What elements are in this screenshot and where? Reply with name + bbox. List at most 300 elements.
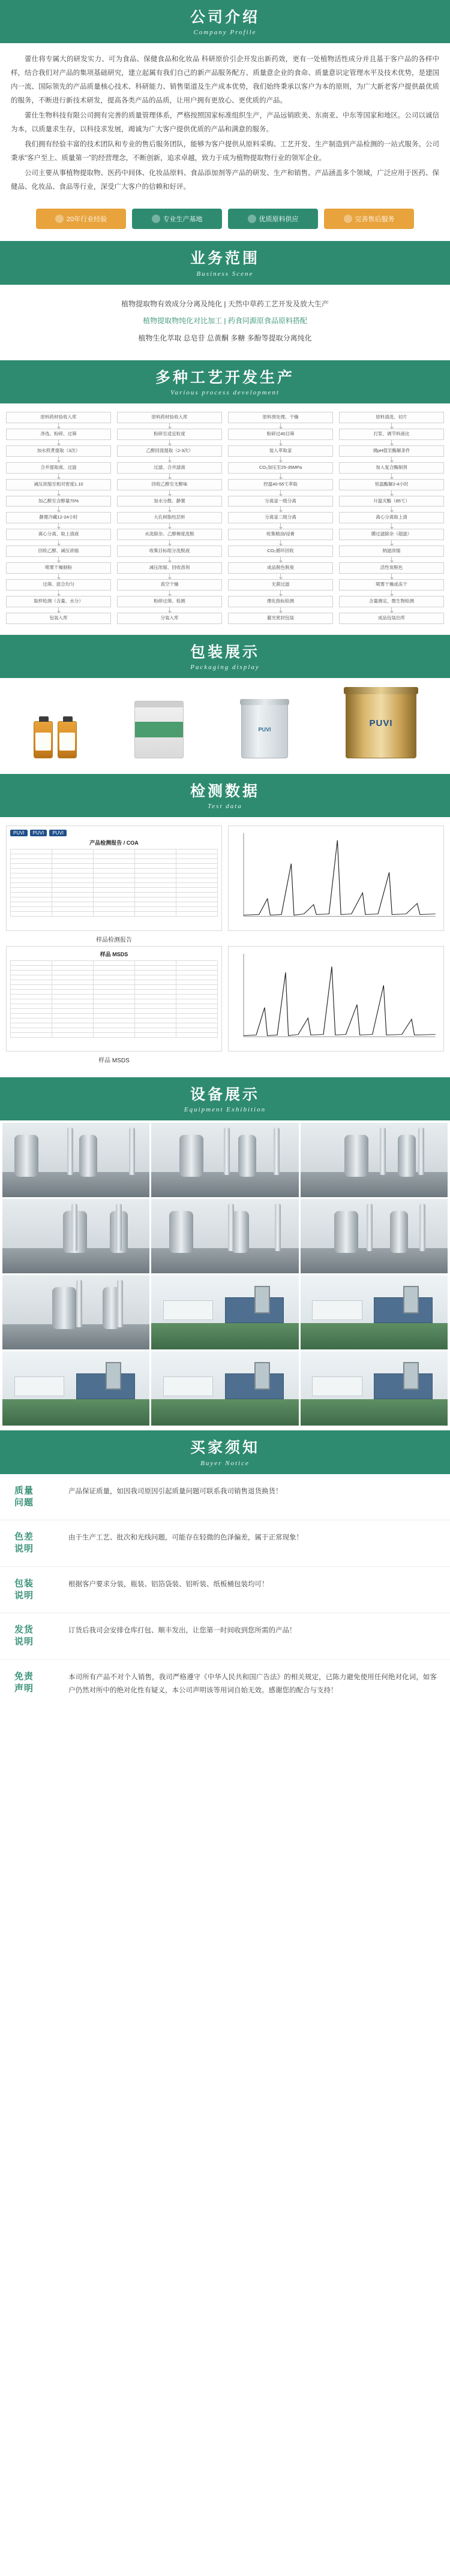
flow-arrow-icon (391, 523, 392, 529)
section-title-en: Company Profile (193, 29, 257, 37)
flow-arrow-icon (280, 523, 281, 529)
company-profile-text (0, 43, 450, 206)
process-flow-node: 分装入库 (117, 613, 222, 624)
table-cell (11, 985, 52, 990)
table-cell (11, 995, 52, 999)
lab-door (254, 1286, 270, 1313)
table-cell (11, 902, 52, 907)
table-row (11, 907, 218, 912)
brand-logo: PUVI (10, 830, 28, 836)
section-title-cn: 多种工艺开发生产 (155, 369, 295, 386)
process-flow-node: 收集目标组分洗脱液 (117, 546, 222, 557)
table-cell (94, 995, 135, 999)
section-header-scope (0, 241, 450, 284)
flow-arrow-icon (391, 490, 392, 496)
photo-floor (151, 1172, 298, 1197)
flow-arrow-icon (58, 540, 59, 546)
table-cell (176, 966, 218, 971)
table-row (11, 1019, 218, 1023)
process-flow-node: 合并提取液、过滤 (6, 462, 111, 474)
table-cell (52, 849, 94, 854)
process-flow-node: 粉碎过筛、检测 (117, 596, 222, 607)
table-cell (176, 971, 218, 975)
table-cell (11, 1009, 52, 1014)
table-row (11, 849, 218, 854)
flow-arrow-icon (58, 523, 59, 529)
profile-paragraph: 我们拥有经验丰富的技术团队和专业的售后服务团队，能够为客户提供从原料采购、工艺开发、生产制造到产品检测的一站式服务。公司秉承“客户至上、质量第一”的经营理念，不断创新，追求卓越，致力于成为植物提取物行业的领军企业。 (11, 141, 439, 162)
table-row (11, 893, 218, 897)
process-flow-node: 原料药材验收入库 (117, 412, 222, 423)
process-flow-node: 包装入库 (6, 613, 111, 624)
equipment-photo-pipeline-workshop[interactable] (151, 1123, 298, 1197)
table-row (11, 859, 218, 864)
table-cell (176, 1004, 218, 1009)
flow-arrow-icon (280, 490, 281, 496)
equipment-photo-clean-corridor[interactable] (151, 1351, 298, 1426)
feature-tag-base[interactable] (132, 209, 222, 229)
table-cell (11, 869, 52, 873)
flow-arrow-icon (58, 490, 59, 496)
table-cell (52, 907, 94, 912)
flow-arrow-icon (280, 474, 281, 479)
profile-paragraph: 蕾仕生物科技有限公司拥有完善的质量管理体系，严格按照国家标准组织生产，产品远销欧美、东南亚、中东等国家和地区。公司以诚信为本，以质量求生存，以科技求发展，竭诚为广大客户提供优质的产品和满意的服务。 (11, 112, 439, 134)
coa-logo-row (10, 830, 218, 836)
photo-floor (151, 1323, 298, 1350)
table-cell (94, 985, 135, 990)
table-cell (52, 897, 94, 902)
table-cell (176, 902, 218, 907)
table-cell (52, 980, 94, 985)
table-cell (11, 975, 52, 980)
notice-row-packaging (0, 1567, 450, 1614)
flow-arrow-icon (169, 474, 170, 479)
section-header-company (0, 0, 450, 43)
section-title-en: Various process development (170, 389, 280, 397)
table-cell (135, 971, 176, 975)
process-flow-node: 加水煎煮提取（3次） (6, 445, 111, 457)
section-header-notice (0, 1430, 450, 1474)
coa-table (10, 849, 218, 917)
process-flow-node: 分离釜二级分离 (228, 512, 333, 523)
process-flow-chart (0, 403, 450, 634)
lab-door (403, 1362, 419, 1390)
flow-arrow-icon (58, 474, 59, 479)
table-row (11, 1004, 218, 1009)
table-cell (11, 1004, 52, 1009)
table-cell (176, 878, 218, 883)
table-row (11, 1033, 218, 1038)
table-cell (11, 849, 52, 854)
process-flow-node: 收集精油/浸膏 (228, 529, 333, 540)
process-flow-node: 原料预处理、干燥 (228, 412, 333, 423)
table-cell (94, 869, 135, 873)
process-flow-node: 加乙醇至含醇量70% (6, 496, 111, 507)
table-row (11, 854, 218, 859)
table-row (11, 873, 218, 878)
flow-arrow-icon (391, 423, 392, 429)
table-cell (135, 1009, 176, 1014)
equipment-pipe (419, 1204, 425, 1251)
process-flow-node: 含量测定、微生物检测 (339, 596, 444, 607)
fiber-drum (346, 691, 416, 758)
equipment-photo-qc-laboratory[interactable] (151, 1275, 298, 1349)
photo-floor (2, 1399, 149, 1426)
table-cell (176, 990, 218, 995)
section-title-en: Buyer Notice (200, 1459, 250, 1467)
process-flow-node: 粉碎过40目筛 (228, 429, 333, 440)
table-cell (11, 883, 52, 888)
equipment-photo-extraction-tank-area[interactable] (2, 1123, 149, 1197)
process-flow-node: 加入复合酶制剂 (339, 462, 444, 474)
equipment-photo-storage-tank-row[interactable] (301, 1123, 448, 1197)
photo-wall (301, 1199, 448, 1248)
table-cell (11, 907, 52, 912)
table-cell (94, 999, 135, 1004)
section-title-cn: 检测数据 (190, 782, 260, 800)
equipment-tank (334, 1211, 358, 1252)
process-flow-node: 粉碎至适宜粒度 (117, 429, 222, 440)
flow-arrow-icon (169, 507, 170, 512)
table-cell (11, 1023, 52, 1028)
table-cell (94, 1019, 135, 1023)
table-cell (52, 999, 94, 1004)
equipment-pipe (129, 1128, 135, 1175)
table-cell (135, 897, 176, 902)
flow-arrow-icon (391, 590, 392, 596)
process-flow-grid (6, 412, 444, 623)
equipment-pipe (117, 1280, 123, 1327)
table-cell (94, 980, 135, 985)
table-row (11, 995, 218, 999)
table-cell (94, 888, 135, 893)
section-title-en: Packaging display (190, 663, 260, 671)
hplc-chromatogram-2[interactable] (228, 946, 444, 1052)
photo-floor (151, 1399, 298, 1426)
profile-paragraph: 蕾仕将专属大的研发实力、可为食品、保健食品和化妆品 科研原价引企开发出新药效，更有一处植物活性成分并且基于客户品的各样中样，结合我们对产品的集项基础研究，建立起属有我们自己的新产品服务配方、质量意企业的食命、质量意识定管理水平及技术优势，是建国内一流、国际领先的产品质量核心技术、科研能力、销售渠道及生产成本优势，我们始终秉承以客户为本的原则，为广大新老客户提供最优质的服务，不断进行新技术研发，提高各类产品的品质，让用户拥有更放心、更优质的产品。 (11, 56, 439, 105)
section-title-en: Business Scene (196, 270, 254, 278)
packaging-glass-bottles (34, 721, 77, 758)
section-header-process (0, 360, 450, 403)
table-cell (11, 1033, 52, 1038)
equipment-photo-concentration-unit[interactable] (2, 1199, 149, 1273)
brand-logo: PUVI (30, 830, 47, 836)
equipment-photo-office-room[interactable] (301, 1275, 448, 1349)
flow-arrow-icon (58, 590, 59, 596)
table-row (11, 1028, 218, 1033)
hplc-chromatogram-1[interactable] (228, 825, 444, 931)
equipment-pipe (275, 1204, 281, 1251)
equipment-pipe (367, 1204, 373, 1251)
foil-bag (134, 701, 184, 758)
equipment-photo-analysis-bench[interactable] (301, 1351, 448, 1426)
equipment-photo-filling-line[interactable] (151, 1199, 298, 1273)
table-cell (135, 869, 176, 873)
packaging-fiber-drum (346, 691, 416, 758)
process-flow-node: 成品包装出库 (339, 613, 444, 624)
table-cell (176, 1028, 218, 1033)
table-cell (176, 1019, 218, 1023)
process-flow-node: 过筛、混合均匀 (6, 579, 111, 590)
photo-wall (301, 1123, 448, 1172)
table-cell (135, 912, 176, 917)
process-flow-node: 离心分离取上清 (339, 512, 444, 523)
table-cell (52, 878, 94, 883)
process-flow-node: 离心分离、取上清液 (6, 529, 111, 540)
notice-row-color (0, 1520, 450, 1567)
notice-key-line: 声明 (14, 1683, 34, 1694)
section-title-cn: 包装展示 (190, 643, 260, 661)
table-cell (94, 1033, 135, 1038)
table-cell (176, 912, 218, 917)
table-row (11, 869, 218, 873)
table-cell (11, 873, 52, 878)
table-row (11, 912, 218, 917)
table-cell (135, 883, 176, 888)
flow-arrow-icon (169, 440, 170, 445)
table-cell (52, 1028, 94, 1033)
process-flow-node: 恒温酶解2-4小时 (339, 479, 444, 490)
table-cell (135, 975, 176, 980)
table-cell (94, 873, 135, 878)
table-cell (176, 888, 218, 893)
flow-arrow-icon (58, 423, 59, 429)
glass-bottle (34, 721, 53, 758)
process-flow-node: 控温40-55℃萃取 (228, 479, 333, 490)
flow-arrow-icon (391, 474, 392, 479)
table-cell (94, 864, 135, 869)
table-cell (135, 854, 176, 859)
table-row (11, 888, 218, 893)
process-flow-node: 避光密封包装 (228, 613, 333, 624)
process-flow-node: 原料药材验收入库 (6, 412, 111, 423)
flow-arrow-icon (169, 523, 170, 529)
process-flow-column (6, 412, 111, 623)
flow-arrow-icon (58, 440, 59, 445)
table-cell (94, 849, 135, 854)
table-cell (94, 893, 135, 897)
notice-key-line: 说明 (14, 1590, 34, 1601)
process-flow-node: 大孔树脂柱层析 (117, 512, 222, 523)
packaging-foil-bag (134, 701, 184, 758)
table-cell (94, 859, 135, 864)
table-cell (11, 966, 52, 971)
table-cell (52, 1014, 94, 1019)
table-cell (176, 893, 218, 897)
notice-value: 本司所有产品不对个人销售，我司严格遵守《中华人民共和国广告法》的相关规定，已陈力避免使用任何绝对化词，如客户仍然对所中的绝对化性有疑义，本公司声明该等用词自始无效。感谢您的配合与支持！ (68, 1673, 437, 1694)
table-cell (52, 1023, 94, 1028)
feature-tag-service[interactable] (324, 209, 414, 229)
table-cell (52, 854, 94, 859)
table-cell (176, 873, 218, 878)
equipment-pipe (71, 1204, 77, 1251)
table-cell (52, 859, 94, 864)
table-cell (11, 912, 52, 917)
photo-floor (301, 1323, 448, 1350)
process-flow-node: 静置冷藏12-24小时 (6, 512, 111, 523)
notice-row-quality (0, 1474, 450, 1521)
factory-icon (152, 215, 160, 223)
table-cell (94, 966, 135, 971)
table-cell (135, 864, 176, 869)
table-cell (11, 990, 52, 995)
table-row (11, 1023, 218, 1028)
table-cell (11, 1028, 52, 1033)
equipment-pipe (224, 1128, 230, 1175)
notice-key-line: 色差 (14, 1532, 34, 1542)
table-cell (135, 999, 176, 1004)
flow-arrow-icon (280, 607, 281, 613)
table-cell (94, 854, 135, 859)
photo-floor (301, 1399, 448, 1426)
process-flow-column (339, 412, 444, 623)
chromatogram-svg (231, 828, 441, 928)
table-cell (94, 912, 135, 917)
table-cell (135, 1028, 176, 1033)
process-flow-node: 原料清洗、切片 (339, 412, 444, 423)
table-cell (52, 869, 94, 873)
equipment-pipe (67, 1128, 73, 1175)
flow-arrow-icon (280, 457, 281, 462)
table-cell (11, 859, 52, 864)
table-cell (11, 893, 52, 897)
flow-arrow-icon (169, 557, 170, 562)
table-cell (135, 1004, 176, 1009)
process-flow-node: CO₂循环回收 (228, 546, 333, 557)
notice-key-line: 说明 (14, 1544, 34, 1554)
equipment-photo-drying-equipment[interactable] (301, 1199, 448, 1273)
table-cell (135, 878, 176, 883)
coa-document-thumb[interactable] (6, 825, 222, 931)
equipment-tank (14, 1135, 38, 1176)
equipment-pipe (76, 1280, 82, 1327)
equipment-tank (179, 1135, 203, 1176)
process-flow-node: 装入萃取釜 (228, 445, 333, 457)
process-flow-node: 加水分散、静置 (117, 496, 222, 507)
chromatogram-svg-2 (231, 949, 441, 1049)
brand-logo: PUVI (49, 830, 67, 836)
service-icon (344, 215, 352, 223)
table-row (11, 902, 218, 907)
scope-line: 植物生化萃取 总皂苷 总黄酮 多糖 多酚等提取分离纯化 (138, 334, 312, 343)
table-cell (135, 966, 176, 971)
notice-key (0, 1613, 65, 1659)
buyer-notice-list (0, 1474, 450, 1709)
flow-arrow-icon (280, 423, 281, 429)
table-cell (94, 1004, 135, 1009)
equipment-tank (238, 1135, 256, 1176)
process-flow-node: 分离釜一级分离 (228, 496, 333, 507)
table-row (11, 966, 218, 971)
feature-tag-material[interactable] (228, 209, 318, 229)
table-cell (52, 902, 94, 907)
table-cell (11, 864, 52, 869)
process-flow-node: 减压浓缩、回收溶剂 (117, 562, 222, 574)
table-cell (135, 849, 176, 854)
table-cell (176, 859, 218, 864)
table-cell (94, 907, 135, 912)
table-cell (176, 864, 218, 869)
test-caption-row-2 (6, 1055, 444, 1064)
test-caption-row-1 (6, 935, 444, 944)
section-title-cn: 业务范围 (190, 250, 260, 267)
table-cell (11, 854, 52, 859)
feature-tag-label: 优质原料供应 (259, 216, 299, 224)
process-flow-node: 回收乙醇、减压浓缩 (6, 546, 111, 557)
leaf-icon (248, 215, 256, 223)
lab-instrument (163, 1376, 213, 1396)
tin-brand-label: PUVI (258, 726, 271, 733)
flow-arrow-icon (391, 607, 392, 613)
table-cell (52, 1009, 94, 1014)
feature-tag-experience[interactable] (36, 209, 126, 229)
table-cell (94, 961, 135, 966)
flow-arrow-icon (169, 590, 170, 596)
test-data-block (0, 817, 450, 1077)
lab-door (106, 1362, 121, 1390)
msds-document-thumb[interactable] (6, 946, 222, 1052)
notice-key-line: 免责 (14, 1671, 34, 1682)
table-cell (11, 1019, 52, 1023)
flow-arrow-icon (169, 574, 170, 579)
lab-instrument (312, 1300, 362, 1319)
table-cell (52, 912, 94, 917)
msds-table (10, 960, 218, 1038)
photo-floor (2, 1324, 149, 1349)
section-title-cn: 设备展示 (190, 1086, 260, 1104)
section-title-cn: 公司介绍 (190, 9, 260, 26)
table-cell (94, 1009, 135, 1014)
table-cell (52, 1019, 94, 1023)
photo-floor (301, 1248, 448, 1273)
notice-row-shipping (0, 1613, 450, 1660)
table-cell (94, 883, 135, 888)
table-cell (94, 1023, 135, 1028)
lab-instrument (312, 1376, 362, 1396)
flow-arrow-icon (280, 574, 281, 579)
lab-door (403, 1286, 419, 1313)
table-row (11, 883, 218, 888)
feature-tag-label: 完善售后服务 (355, 216, 395, 224)
notice-key (0, 1660, 65, 1709)
table-cell (52, 864, 94, 869)
table-cell (176, 869, 218, 873)
table-cell (176, 854, 218, 859)
equipment-photo-packing-workshop[interactable] (2, 1275, 149, 1349)
table-cell (176, 961, 218, 966)
coa-doc-title: 产品检测报告 / COA (89, 840, 139, 846)
table-cell (11, 999, 52, 1004)
table-cell (135, 985, 176, 990)
table-cell (135, 888, 176, 893)
flow-arrow-icon (280, 440, 281, 445)
table-cell (135, 907, 176, 912)
equipment-pipe (418, 1128, 424, 1175)
equipment-photo-instrument-lab[interactable] (2, 1351, 149, 1426)
flow-arrow-icon (169, 423, 170, 429)
table-cell (94, 878, 135, 883)
process-flow-node: 水洗除杂、乙醇梯度洗脱 (117, 529, 222, 540)
table-cell (176, 1014, 218, 1019)
flow-arrow-icon (280, 540, 281, 546)
flow-arrow-icon (58, 557, 59, 562)
section-title-en: Test data (208, 803, 242, 811)
flow-arrow-icon (391, 557, 392, 562)
flow-arrow-icon (391, 574, 392, 579)
process-flow-node: 膜过滤除杂（超滤） (339, 529, 444, 540)
table-cell (176, 1023, 218, 1028)
table-row (11, 1014, 218, 1019)
test-caption (228, 935, 444, 944)
